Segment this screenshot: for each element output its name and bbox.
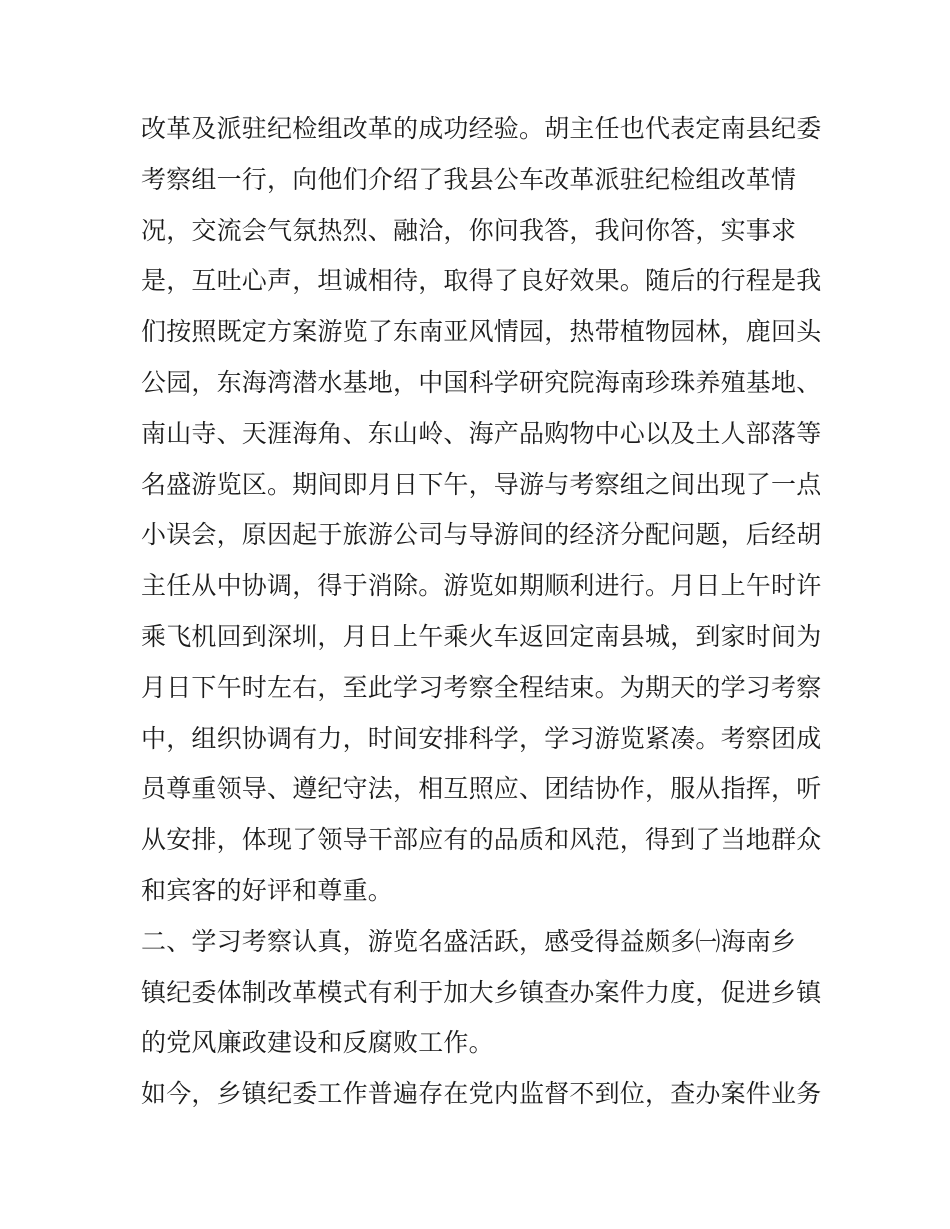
text-line: 改革及派驻纪检组改革的成功经验。胡主任也代表定南县纪委 [141,114,822,143]
text-line: 名盛游览区。期间即月日下午，导游与考察组之间出现了一点 [141,469,822,499]
paragraph-3 [141,1069,821,1120]
text-line: 月日下午时左右，至此学习考察全程结束。为期天的学习考察 [141,672,822,702]
text-line: 主任从中协调，得于消除。游览如期顺利进行。月日上午时许 [141,571,822,601]
text-line: 如今，乡镇纪委工作普遍存在党内监督不到位，查办案件业务 [141,1079,822,1109]
text-line: 从安排，体现了领导干部应有的品质和风范，得到了当地群众 [141,825,822,855]
paragraph-1 [141,104,821,917]
text-line: 和宾客的好评和尊重。 [141,875,394,905]
text-line: 镇纪委体制改革模式有利于加大乡镇查办案件力度，促进乡镇 [141,977,822,1007]
text-line: 乘飞机回到深圳，月日上午乘火车返回定南县城，到家时间为 [141,621,822,651]
text-line: 况，交流会气氛热烈、融洽，你问我答，我问你答，实事求 [141,215,797,245]
text-line: 考察组一行，向他们介绍了我县公车改革派驻纪检组改革情 [141,164,797,194]
paragraph-2 [141,917,821,1069]
text-line: 是，互吐心声，坦诚相待，取得了良好效果。随后的行程是我 [141,266,822,296]
text-line: 小误会，原因起于旅游公司与导游间的经济分配问题，后经胡 [141,520,822,550]
text-line: 们按照既定方案游览了东南亚风情园，热带植物园林，鹿回头 [141,317,822,347]
text-line: 员尊重领导、遵纪守法，相互照应、团结协作，服从指挥，听 [141,774,822,804]
text-line: 的党风廉政建设和反腐败工作。 [141,1028,494,1058]
text-line: 二、学习考察认真，游览名盛活跃，感受得益颇多㈠海南乡 [141,926,797,956]
document-body [141,104,821,1120]
text-line: 公园，东海湾潜水基地，中国科学研究院海南珍珠养殖基地、 [141,367,822,397]
text-line: 中，组织协调有力，时间安排科学，学习游览紧凑。考察团成 [141,723,822,753]
text-line: 南山寺、天涯海角、东山岭、海产品购物中心以及土人部落等 [141,418,822,448]
